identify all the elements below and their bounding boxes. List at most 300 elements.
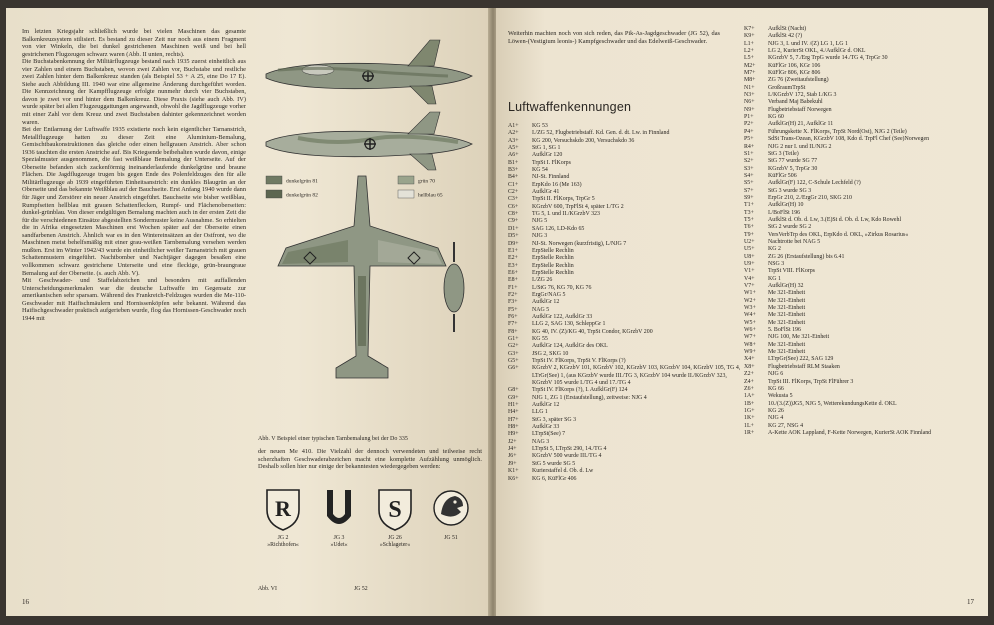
code-entry [744,188,980,195]
code-description: AufklGr 12 [532,402,560,409]
code-entry [508,329,743,336]
code-description: I./KGrzbV 172, Stab I./KG 3 [768,92,837,99]
code-description: TrpSt I. FlKorps [532,159,571,166]
code-entry [744,217,980,224]
code-label: A1+ [508,123,519,129]
code-label: L5+ [744,55,754,62]
code-description: NJG 1, ZG 1 (Erstaufstellung), zeitweise: NJG 4 [532,394,647,401]
code-entry [744,408,980,415]
code-label: B1+ [508,159,519,166]
code-entry [508,365,743,387]
code-description: StG 5 wurde SG 5 [532,460,576,467]
code-label: B3+ [508,167,519,174]
shield-icon [375,486,415,532]
legend-label: hellblau 65 [418,192,443,199]
code-entry [508,189,743,196]
code-entry [744,371,980,378]
code-description: NJ-St. Finnland [532,174,570,181]
code-description: StG 1, SG 1 [532,145,561,152]
code-label: G3+ [508,350,519,357]
code-description: NJG 5 [532,218,548,225]
code-label: F6+ [508,313,518,320]
code-label: S9+ [744,194,754,201]
code-description: Me 321-Einheit [768,341,806,348]
code-description: ErpStelle Rechlin [532,247,574,254]
code-label: M2+ [744,62,756,69]
code-label: G8+ [508,387,519,394]
code-label: K6+ [508,475,519,482]
code-description: NJ-St. Norwegen (kurzfristig), L/NJG 7 [532,240,627,247]
code-label: L2+ [744,48,754,55]
code-label: N1+ [744,84,755,91]
squadron-emblems [258,486,486,596]
emblem-caption-jg52: JG 52 [354,586,368,592]
code-label: N6+ [744,99,755,106]
code-entry [744,261,980,268]
code-label: C3+ [508,196,519,203]
code-description: KGrzbV 600, TrpFlSt 4, später I./TG 2 [532,203,624,210]
code-entry [508,204,743,211]
code-description: TrpSt IV. FlKorps, TrpSt V. FlKorps (?) [532,358,626,364]
code-label: G2+ [508,343,519,350]
code-description: AufklSt 42 (?) [768,33,803,40]
code-list-column-1 [508,123,743,483]
code-label: D9+ [508,240,519,247]
code-entry [508,270,743,277]
code-entry [508,387,743,394]
code-description: KG 55 [532,335,548,342]
code-label: W3+ [744,305,756,312]
code-entry [744,202,980,209]
code-description: AufklGr 41 [532,189,560,196]
emblem-name: »Udet« [330,542,348,548]
code-label: C9+ [508,218,519,225]
code-label: 1A+ [744,393,755,400]
code-description: LTrpSt 5, LTrpSt 290, 14./TG 4 [532,446,607,453]
code-entry [744,342,980,349]
code-label: F7+ [508,321,518,328]
code-entry [744,107,980,114]
code-description: I./BoFlSt 196 [768,209,801,216]
left-page [6,8,490,616]
code-description: Me 321-Einheit [768,297,806,304]
code-label: 1L+ [744,422,754,429]
code-label: W4+ [744,312,756,319]
code-label: C6+ [508,203,519,210]
code-description: AufklSt d. Ob. d. Lw, 3.(E)St d. Ob. d. Lw, Kdo Rowehl [768,216,902,223]
code-label: W7+ [744,334,756,341]
code-label: R4+ [744,143,755,150]
code-description: KG 6, KüFlGr 406 [532,475,577,482]
code-description: KGrzbV 500 wurde III./TG 4 [532,453,602,460]
code-description: KG 26 [768,407,784,414]
code-label: A6+ [508,152,519,159]
code-entry [744,166,980,173]
left-text-column [22,28,246,322]
aircraft-top-view [278,176,446,378]
code-label: H4+ [508,409,519,416]
code-label: T5+ [744,216,754,223]
emblem-name: »Schlageter« [379,542,411,548]
code-label: S5+ [744,180,754,187]
code-label: G6+ [508,365,519,372]
code-label: 1K+ [744,415,755,422]
emblem-jg3 [314,486,364,549]
code-description: SAG 126, LD-Kdo 65 [532,225,585,232]
code-description: KG 53 [532,123,548,129]
code-label: K9+ [744,33,755,40]
code-entry [508,431,743,438]
code-description: 10./(3.(Z))JG5, NJG 5, WetterekundungsKette d. OKL [768,400,897,407]
aircraft-side-view-lower [266,112,472,170]
code-label: W2+ [744,297,756,304]
code-entry [744,364,980,371]
code-label: D1+ [508,225,519,232]
code-entry [508,248,743,255]
code-label: G1+ [508,335,519,342]
code-entry [508,255,743,262]
code-description: AufklSt (Nacht) [768,26,807,32]
code-label: F1+ [508,284,518,291]
code-description: ErpGr 210, 2./ErgGr 210, SKG 210 [768,194,852,201]
code-label: X8+ [744,363,755,370]
code-label: J2+ [508,438,517,445]
code-entry [744,305,980,312]
code-description: KGrzbV 5, 7./Erg TrpG wurde 14./TG 4, TrpGr 30 [768,55,888,62]
code-description: AufklGr(H) 21, AufklGr 11 [768,121,834,128]
code-entry [744,327,980,334]
u-emblem-icon [319,486,359,532]
code-label: Z4+ [744,378,754,385]
code-label: E6+ [508,269,518,276]
code-description: KGrzbV 5, TrpGr 30 [768,165,818,172]
code-description: TrpSt VIII. FlKorps [768,268,815,275]
code-description: AufklGr(F) 122, C-Schule Lechfeld (?) [768,180,861,187]
code-entry [508,174,743,181]
code-description: GroßraumTrpSt [768,84,806,91]
emblem-name: »Richthofen« [267,542,299,548]
emblem-intro-text: der neuen Me 410. Die Vielzahl der dennoch verwendeten und teilweise recht scherzhaften Geschwaderabzeichen macht eine komplette Aufzählung unmöglich. Deshalb sollen hier nur einige der bekanntesten wiedergegeben werden: [258,448,482,471]
code-description: Kurierstaffel d. Ob. d. Lw [532,468,594,475]
emblem-jg26 [370,486,420,549]
code-entry [508,277,743,284]
code-entry [508,241,743,248]
legend-label: dunkelgrün 81 [286,178,318,185]
code-description: Me 321-Einheit [768,312,806,319]
code-label: E2+ [508,255,518,262]
code-description: Wekusta 5 [768,393,793,400]
code-label: C8+ [508,211,519,218]
code-label: H7+ [508,416,519,423]
code-description: NJG 6 [768,371,784,378]
code-entry [744,393,980,400]
code-entry [508,343,743,350]
code-description: KGrzbV 2, KGrzbV 101, KGrzbV 102, KGrzbV 103, KGrzbV 104, KGrzbV 105, TG 4, LTrGr(See) 1, (aus KGrzbV wurde III./TG 3, KGrzbV 104 wurde II./KGrzbV 323, KGrzbV 105 wurde I./TG 4 und 17./TG 4 [532,365,741,387]
code-label: T1+ [744,202,754,209]
code-description: I./ZG 52, Flugbetriebstaff. Kd. Gen. d. dt. Lw. in Finnland [532,130,670,137]
svg-text:S: S [388,497,402,523]
code-description: NSG 3 [768,261,785,267]
code-label: P1+ [744,114,754,121]
right-page [496,8,988,616]
code-label: C1+ [508,181,519,188]
code-entry [508,211,743,218]
code-description: SdSt Trans-Ozean, KGrzbV 108, Kdo d. TrpFl Chef (See)Norwegen [768,136,930,143]
code-entry [744,144,980,151]
code-entry [744,180,980,187]
code-entry [744,239,980,246]
shield-icon [263,486,303,532]
code-description: AufklGr 120 [532,152,563,159]
eagle-head-icon [431,486,471,532]
code-label: J6+ [508,453,517,460]
code-label: W8+ [744,341,756,348]
code-label: S4+ [744,172,754,179]
code-description: Nachtrotte bei NAG 5 [768,238,821,245]
section-heading: Luftwaffenkennungen [508,100,632,114]
svg-text:U: U [338,508,340,509]
code-label: P5+ [744,136,754,143]
code-entry [508,182,743,189]
code-label: D5+ [508,233,519,240]
code-label: 1B+ [744,400,755,407]
code-entry [508,130,743,137]
code-entry [508,439,743,446]
code-description: Flugbetriebstaff RLM Staaken [768,363,840,370]
code-description: NJG 3, I. und IV. /(Z) LG 1, LG 1 [768,40,848,47]
code-label: W9+ [744,349,756,356]
code-label: 1G+ [744,407,755,414]
code-label: A3+ [508,137,519,144]
code-description: AufklGr 12 [532,299,560,306]
code-description: Me 321-Einheit [768,349,806,356]
code-description: KG 66 [768,385,784,392]
code-label: F8+ [508,328,518,335]
code-entry [508,402,743,409]
emblem-jg2 [258,486,308,549]
code-entry [508,314,743,321]
code-entry [508,395,743,402]
code-entry [744,283,980,290]
code-entry [508,196,743,203]
code-description: KüFlGr 806, KGr 806 [768,70,821,77]
code-label: Z6+ [744,385,754,392]
code-entry [744,290,980,297]
code-description: KG 2 [768,246,781,253]
code-label: J4+ [508,446,517,453]
code-description: KG 1 [768,275,781,282]
code-entry [744,246,980,253]
code-entry [508,468,743,475]
code-description: StG 3, später SG 3 [532,416,577,423]
code-description: StG 77 wurde SG 77 [768,158,818,165]
code-entry [744,334,980,341]
code-description: AufklGr(H) 32 [768,283,804,290]
code-entry [508,476,743,483]
figure-caption: Abb. V Beispiel einer typischen Tarnbemalung bei der Do 335 [258,436,408,442]
code-label: E1+ [508,247,518,254]
code-entry [744,210,980,217]
code-entry [744,254,980,261]
code-label: 1R+ [744,429,755,436]
emblem-code: JG 3 [333,535,345,541]
code-description: ErpKdo 16 (Me 163) [532,181,582,188]
code-description: LLG 1 [532,409,548,416]
code-description: L/StG 76, KG 70, KG 76 [532,284,592,291]
paragraph: Im letzten Kriegsjahr schließlich wurde bei vielen Maschinen das gesamte Balkenkreuzsystem stilisiert. Es bestand zu dieser Zeit nur noch aus einem Fragment von vier Winkeln, die bei dunkel gestrichenen Maschinen weiß und bei hell gestrichenen Flugzeugen schwarz waren (Abb. II unten, rechts). [22,28,246,58]
code-label: V7+ [744,283,755,290]
code-entry [744,63,980,70]
code-label: L1+ [744,40,754,47]
code-description: TrpSt IV. FlKorps (?), I. AufklGr(F) 124 [532,387,628,394]
emblem-code: JG 2 [277,535,289,541]
svg-text:R: R [275,496,291,521]
code-label: U5+ [744,246,755,253]
code-label: E8+ [508,277,518,284]
code-entry [744,401,980,408]
paragraph: Mit Geschwader- und Staffelabzeichen und besonders mit auffallenden Unterscheidungsmerkmalen war die deutsche Luftwaffe im Gegensatz zur amerikanischen sehr sparsam. Während des Frankreich-Feldzuges wurden die Me-110-Geschwader mit Haifischmäulern und Hornissenköpfen sehr bekannt. Während das Haifischgeschwader praktisch aufgerieben wurde, flog das Hornissen-Geschwader noch 1944 mit [22,277,246,322]
code-description: ErpStelle Rechlin [532,269,574,276]
code-description: Flugbetriebstaff Norwegen [768,106,832,113]
code-description: I./ZG 26 [532,277,553,284]
code-entry [744,415,980,422]
code-description: VersVerbTrp des OKL, ErpKdo d. OKL, »Zirkus Rosarius« [768,231,909,238]
page-number: 16 [22,598,29,606]
emblem-code: JG 51 [444,535,458,541]
code-label: J9+ [508,460,517,467]
aircraft-side-view [266,40,472,104]
code-description: LG 2, KurierSt OKL, 4./AufklGr d. OKL [768,48,866,55]
code-description: AufklGr 33 [532,424,560,431]
code-description: LLG 2, SAG 130, SchleppGr 1 [532,321,606,328]
code-description: ZG 26 (Erstaufstellung) bis 6.41 [768,253,845,260]
code-entry [744,224,980,231]
code-description: NJG 3 [532,233,548,240]
code-label: W1+ [744,290,756,297]
code-entry [744,158,980,165]
code-label: F5+ [508,306,518,313]
code-entry [508,417,743,424]
code-description: A-Kette AOK Lappland, F-Kette Norwegen, KurierSt AOK Finnland [768,429,932,436]
emblem-jg51 [426,486,476,542]
code-entry [744,268,980,275]
code-entry [508,160,743,167]
code-description: 5. BoFlSt 196 [768,327,801,334]
code-entry [744,232,980,239]
code-label: U9+ [744,261,755,267]
code-entry [744,386,980,393]
code-entry [744,41,980,48]
code-description: ErgGr/NAG 5 [532,291,566,298]
code-description: Me 321-Einheit [768,305,806,312]
code-description: LTrpGr(See) 222, SAG 129 [768,356,834,363]
code-entry [744,356,980,363]
code-label: P2+ [744,121,754,128]
code-list-column-2 [744,26,980,437]
code-entry [508,263,743,270]
code-label: H1+ [508,402,519,409]
code-label: H8+ [508,424,519,431]
code-entry [508,138,743,145]
emblem-figure-label: Abb. VI [258,586,277,592]
code-entry [744,312,980,319]
code-entry [744,430,980,437]
code-entry [744,48,980,55]
code-label: C2+ [508,189,519,196]
code-description: ErpStelle Rechlin [532,255,574,262]
code-label: A2+ [508,130,519,137]
code-label: H9+ [508,431,519,438]
code-description: NJG 2 nur I. und II./NJG 2 [768,143,832,150]
code-description: LTrpSt(See) 7 [532,431,566,438]
code-entry [744,99,980,106]
code-label: S7+ [744,187,754,194]
code-description: TrpSt III. FlKorps, TrpSt FlFührer 3 [768,378,854,385]
code-entry [508,233,743,240]
code-entry [508,226,743,233]
code-label: N9+ [744,106,755,113]
code-label: E3+ [508,262,518,269]
code-label: M8+ [744,77,756,84]
code-label: Z2+ [744,371,754,378]
code-entry [744,92,980,99]
do335-camouflage-figure [258,26,482,446]
code-label: W6+ [744,327,756,334]
code-label: K7+ [744,26,755,32]
code-entry [744,77,980,84]
code-description: KüFlGr 106, KGr 106 [768,62,821,69]
code-label: V1+ [744,268,755,275]
code-label: S3+ [744,165,754,172]
paragraph: Bei der Entlarnung der Luftwaffe 1935 existierte noch kein eigentlicher Tarnanstrich, Metallflugzeuge hatten zu dieser Zeit eine Aluminium-Bemalung, Gemischtbaukonstruktionen das gleiche oder einen hellgrauen Anstrich. Aber schon 1936 tauchten die ersten Anstriche auf. Bis Kriegsende beibehalten wurde davon, einige Spezialmuster ausgenommen, die fast weißblaue Bemalung der Unterseite. Auf der Oberseite befanden sich zackenförmig ineinanderlaufende dunkelgrüne und braune Flächen. Die Jagdflugzeuge trugen bis gegen Ende des Polenfeldzuges den für alle Militärflugzeuge ab 1939 eingeführten Einheitsanstrich: ein dunkles Blaugrün an der Oberseite und das bekannte Weißblau auf der Bauchseite. Erst Anfang 1940 wurde dann für Jäger und Zerstörer ein neuer Anstrich eingeführt. Bauchseite wie bisher weißblau, Rumpfseiten hellblau mit grauen Schattenflecken, Rumpf- und Flächenoberseiten: dunkel-grünblau. Von dieser endgültigen Bemalung machten auch in der ersten Zeit die für die verschiedenen Einsätze abgestellten Sondermuster keine Ausnahme. So erhielten die in Afrika eingesetzten Maschinen erst Wochen später auf der Oberseite einen sandfarbenen Anstrich. Ähnlich war es in den Wintereinsätzen an der Ostfront, wo die Maschinen meist behelfsmäßig mit einer grau-weißen Tarnbemalung versehen werden mußten. Erst im Winter 1942/43 wurde ein einheitlicher weißer Tarnanstrich mit grauen Schattenmustern eingeführt. Nachtbomber und Nachtjäger dagegen besaßen eine vollkommen schwarz gestrichene Unterseite und eine fleckige, grün-braungraue Bemalung auf der Oberseite. (s. auch Abb. V). [22,126,246,277]
code-entry [508,409,743,416]
code-entry [744,151,980,158]
code-label: P4+ [744,128,754,135]
color-legend [266,176,443,199]
code-description: NAG 3 [532,438,550,445]
code-description: StG 3 wurde SG 3 [768,187,812,194]
aircraft-front-view [444,242,464,332]
code-entry [744,320,980,327]
code-entry [744,423,980,430]
code-entry [744,121,980,128]
paragraph: Die Buchstabenkennung der Militärflugzeuge bestand nach 1935 zuerst einheitlich aus vier Zahlen und einem Buchstaben, wovon zwei Zahlen vor, Buchstabe und restliche zwei Zahlen hinter dem Balkenkreuz standen (als Beispiel 53 + A 25, eine Do 17 E). Siehe auch Abbildung III. 1940 war eine allgemeine Änderung durchgeführt worden. Die Kennzeichnung der Kampfflugzeuge erfolgte nunmehr durch vier Buchstaben, davon je zwei vor und hinter dem Balkenkreuz. Diese Praxis (siehe auch Abb. IV) wurde später bei allen Flugzeuggattungen angewandt, obwohl die Jagdflugzeuge vorher mit einer Zahl vor dem Kreuz und zwei Buchstaben dahinter gekennzeichnet worden waren. [22,58,246,126]
code-entry [744,136,980,143]
code-label: N3+ [744,92,755,99]
code-entry [508,299,743,306]
code-description: AufklGr 124, AufklGr des OKL [532,343,608,350]
code-description: KG 27, NSG 4 [768,422,804,429]
code-entry [508,218,743,225]
code-label: S2+ [744,158,754,165]
code-description: Me 321-Einheit [768,319,806,326]
code-description: Führungskette X. FlKorps, TrpSt Nord(Ost), NJG 2 (Teile) [768,128,907,135]
code-label: U8+ [744,253,755,260]
code-description: Verband Maj Babekuhl [768,99,823,106]
code-entry [744,379,980,386]
code-description: AufklGr 122, AufklGr 33 [532,313,593,320]
code-entry [744,33,980,40]
code-label: G9+ [508,394,519,401]
code-description: NAG 5 [532,306,550,313]
code-entry [508,152,743,159]
code-label: F2+ [508,291,518,298]
code-label: G5+ [508,358,519,364]
page-number: 17 [967,598,974,606]
code-label: B4+ [508,174,519,181]
code-description: NJG 100, Me 321-Einheit [768,334,830,341]
code-label: V4+ [744,275,755,282]
